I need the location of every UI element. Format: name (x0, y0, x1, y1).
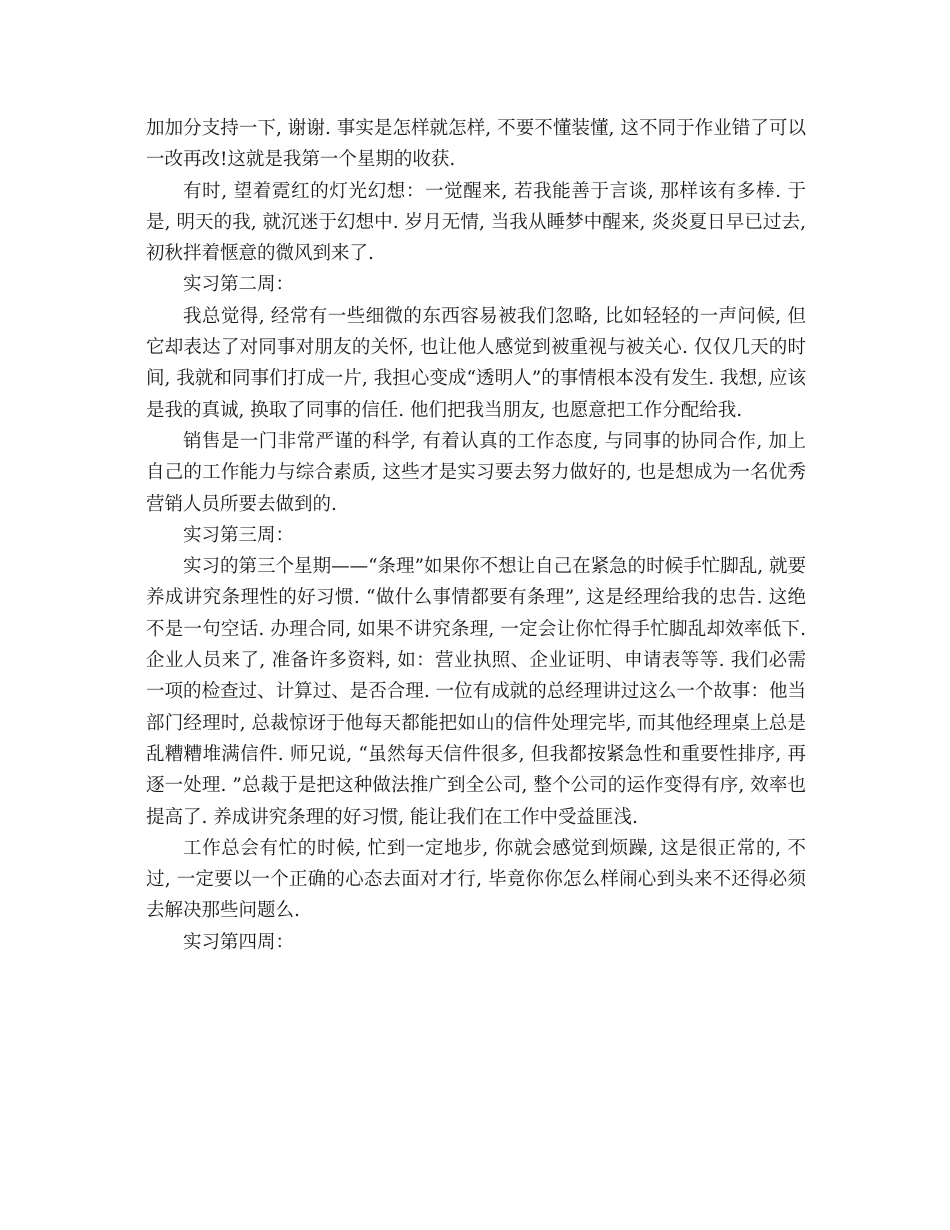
document-body (146, 113, 806, 958)
paragraph-week3-attitude: 工作总会有忙的时候, 忙到一定地步, 你就会感觉到烦躁, 这是很正常的, 不过, 一定要以一个正确的心态去面对才行, 毕竟你你怎么样闹心到头来不还得必须去解决那些问题么. (146, 837, 806, 922)
paragraph-week2-colleagues: 我总觉得, 经常有一些细微的东西容易被我们忽略, 比如轻轻的一声问候, 但它却表达了对同事对朋友的关怀, 也让他人感觉到被重视与被关心. 仅仅几天的时间, 我就和同事们打成一片, 我担心变成“透明人”的事情根本没有发生. 我想, 应该是我的真诚, 换取了同事的信任. 他们把我当朋友, 也愿意把工作分配给我. (146, 305, 806, 421)
paragraph-week2-sales: 销售是一门非常严谨的科学, 有着认真的工作态度, 与同事的协同合作, 加上自己的工作能力与综合素质, 这些才是实习要去努力做好的, 也是想成为一名优秀营销人员所要去做到的. (146, 430, 806, 515)
section-heading-week2: 实习第二周： (183, 274, 295, 296)
section-heading-week3: 实习第三周： (183, 524, 295, 546)
section-heading-week4: 实习第四周： (183, 931, 295, 953)
paragraph-week1-conclusion: 加加分支持一下, 谢谢. 事实是怎样就怎样, 不要不懂装懂, 这不同于作业错了可以一改再改!这就是我第一个星期的收获. (146, 118, 806, 171)
paragraph-daydream: 有时, 望着霓红的灯光幻想：一觉醒来, 若我能善于言谈, 那样该有多棒. 于是, 明天的我, 就沉迷于幻想中. 岁月无情, 当我从睡梦中醒来, 炎炎夏日早已过去, 初秋拌着惬意的微风到来了. (146, 180, 806, 265)
paragraph-week3-order: 实习的第三个星期——“条理”如果你不想让自己在紧急的时候手忙脚乱, 就要养成讲究条理性的好习惯. “做什么事情都要有条理”, 这是经理给我的忠告. 这绝不是一句空话. 办理合同, 如果不讲究条理, 一定会让你忙得手忙脚乱却效率低下. 企业人员来了, 准备许多资料, 如：营业执照、企业证明、申请表等等. 我们必需一项的检查过、计算过、是否合理. 一位有成就的总经理讲过这么一个故事：他当部门经理时, 总裁惊讶于他每天都能把如山的信件处理完毕, 而其他经理桌上总是乱糟糟堆满信件. 师兄说, “虽然每天信件很多, 但我都按紧急性和重要性排序, 再逐一处理. ”总裁于是把这种做法推广到全公司, 整个公司的运作变得有序, 效率也提高了. 养成讲究条理的好习惯, 能让我们在工作中受益匪浅. (146, 556, 806, 828)
